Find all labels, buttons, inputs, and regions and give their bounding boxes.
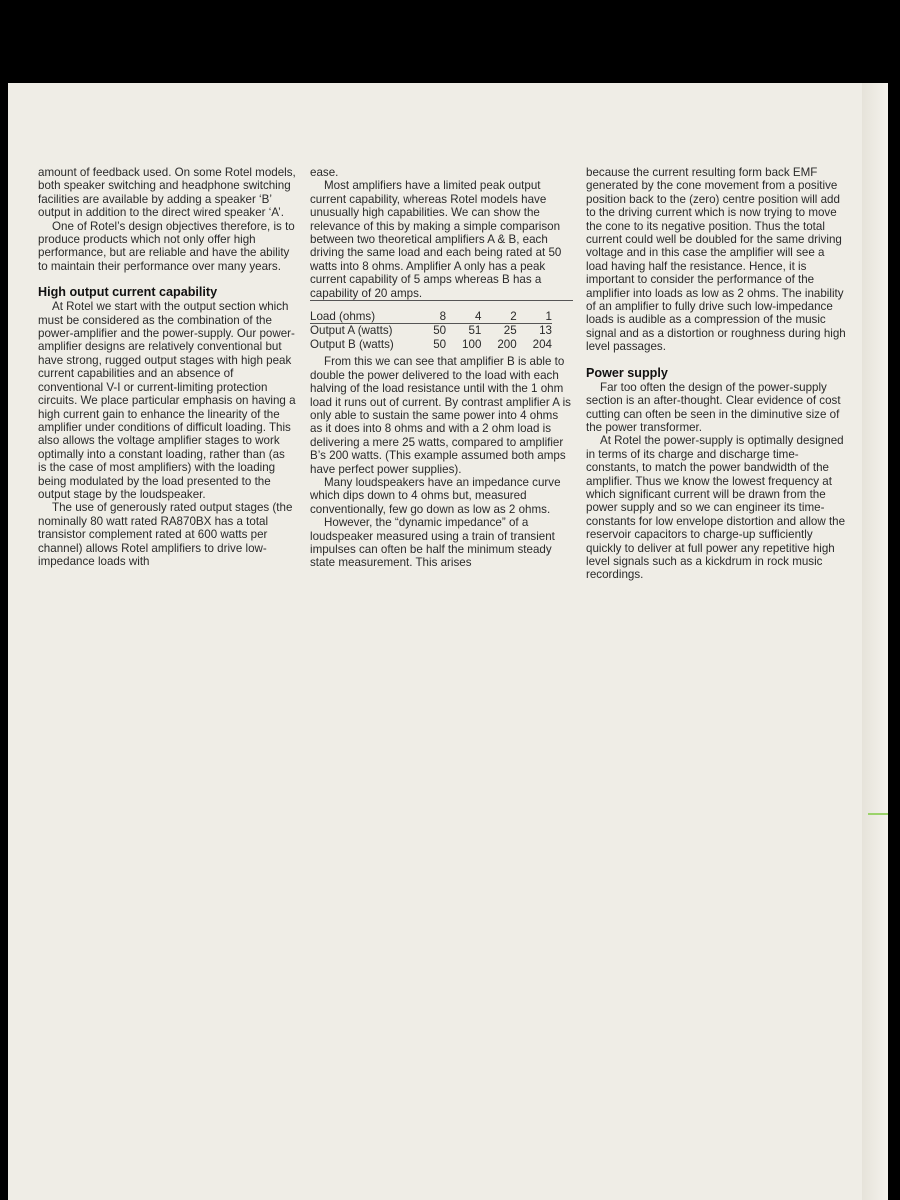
paragraph: Far too often the design of the power-supply section is an after-thought. Clear evidence of cost cutting can often be seen in the diminutive size of the power transformer.: [586, 380, 841, 434]
load-power-table: [310, 310, 552, 351]
paragraph: because the current resulting form back EMF generated by the cone movement from a positive position back to the (zero) centre position will add to the driving current which is now trying to move the cone to its negative position. Thus the total current could well be doubled for the same driving voltage and in this case the amplifier will see a load having half the resistance. Hence, it is important to consider the performance of the amplifier into loads as low as 2 ohms. The inability of an amplifier to fully drive such low-impedance loads is audible as a compression of the music signal and as a distortion or roughness during high level passages.: [586, 166, 846, 354]
table-cell: 25: [503, 324, 517, 338]
green-edge-mark: [868, 813, 888, 815]
paragraph: The use of generously rated output stages (the nominally 80 watt rated RA870BX has a total transistor complement rated at 600 watts per channel) allows Rotel amplifiers to drive low-impedance loads with: [38, 501, 293, 568]
table-cell: 13: [539, 324, 552, 338]
table-cell: 51: [468, 324, 482, 338]
load-table-wrap: [310, 300, 573, 351]
table-cell: Output B (watts): [310, 337, 394, 351]
paragraph: At Rotel we start with the output section which must be considered as the combination of the power-amplifier and the power-supply. Our power-amplifier designs are relatively conventional but have strong, rugged output stages with high peak current capabilities and an absence of conventional V-I or current-limiting protection circuits. We place particular emphasis on having a high current gain to enhance the linearity of the amplifier under conditions of difficult loading. This also allows the voltage amplifier stages to work optimally into a constant loading, rather than (as is the case of most amplifiers) with the loading being modulated by the load presented to the output stage by the loudspeaker.: [38, 300, 296, 501]
page-edge: [862, 83, 888, 1200]
section-heading-power-supply: Power supply: [586, 365, 668, 380]
table-cell: Load (ohms): [310, 310, 411, 324]
paragraph: From this we can see that amplifier B is able to double the power delivered to the load with each halving of the load resistance until with the 1 ohm load it runs out of current. By contrast amplifier A is only able to sustain the same power into 4 ohms as it does into 8 ohms and with a 2 ohm load is delivering a mere 25 watts, compared to amplifier B’s 200 watts. (This example assumed both amps have perfect power supplies).: [310, 355, 571, 476]
table-row: [310, 338, 552, 351]
table-cell: 1: [517, 310, 552, 324]
paragraph: At Rotel the power-supply is optimally designed in terms of its charge and discharge time-constants, to match the power bandwidth of the amplifier. Thus we know the lowest frequency at which significant current will be drawn from the power supply and so we can engineer its time-constants for low envelope distortion and allow the reservoir capacitors to charge-up sufficiently quickly to deliver at full power any repetitive high level signals such as a kickdrum in rock music recordings.: [586, 434, 846, 582]
text-column-2: [310, 166, 573, 570]
table-row: [310, 310, 552, 324]
text-column-1: [38, 166, 296, 568]
table-cell: 100: [462, 337, 482, 351]
table-cell: 50: [433, 324, 447, 338]
table-cell: 2: [481, 310, 516, 324]
table-cell: Output A (watts): [310, 324, 393, 338]
table-cell: 4: [446, 310, 481, 324]
paragraph: ease.: [310, 166, 339, 179]
paragraph: Many loudspeakers have an impedance curve which dips down to 4 ohms but, measured conventionally, few go down as low as 2 ohms.: [310, 475, 561, 516]
table-cell: 204: [532, 337, 552, 351]
table-cell: 50: [433, 337, 447, 351]
paragraph: Most amplifiers have a limited peak output current capability, whereas Rotel models have unusually high capabilities. We can show the relevance of this by making a simple comparison between two theoretical amplifiers A & B, each driving the same load and each being rated at 50 watts into 8 ohms. Amplifier A only has a peak current capability of 5 amps whereas B has a capability of 20 amps.: [310, 179, 562, 300]
section-heading-output-current: High output current capability: [38, 285, 218, 300]
table-cell: 200: [497, 337, 517, 351]
paragraph: amount of feedback used. On some Rotel models, both speaker switching and headphone switching facilities are available by adding a speaker ‘B’ output in addition to the direct wired speaker ‘A’.: [38, 166, 296, 220]
paragraph: One of Rotel’s design objectives therefore, is to produce products which not only offer high performance, but are reliable and have the ability to maintain their performance over many years.: [38, 219, 295, 273]
paragraph: However, the “dynamic impedance” of a loudspeaker measured using a train of transient impulses can often be half the minimum steady state measurement. This arises: [310, 516, 555, 570]
table-row: [310, 324, 552, 338]
table-cell: 8: [411, 310, 446, 324]
text-column-3: [586, 166, 848, 582]
